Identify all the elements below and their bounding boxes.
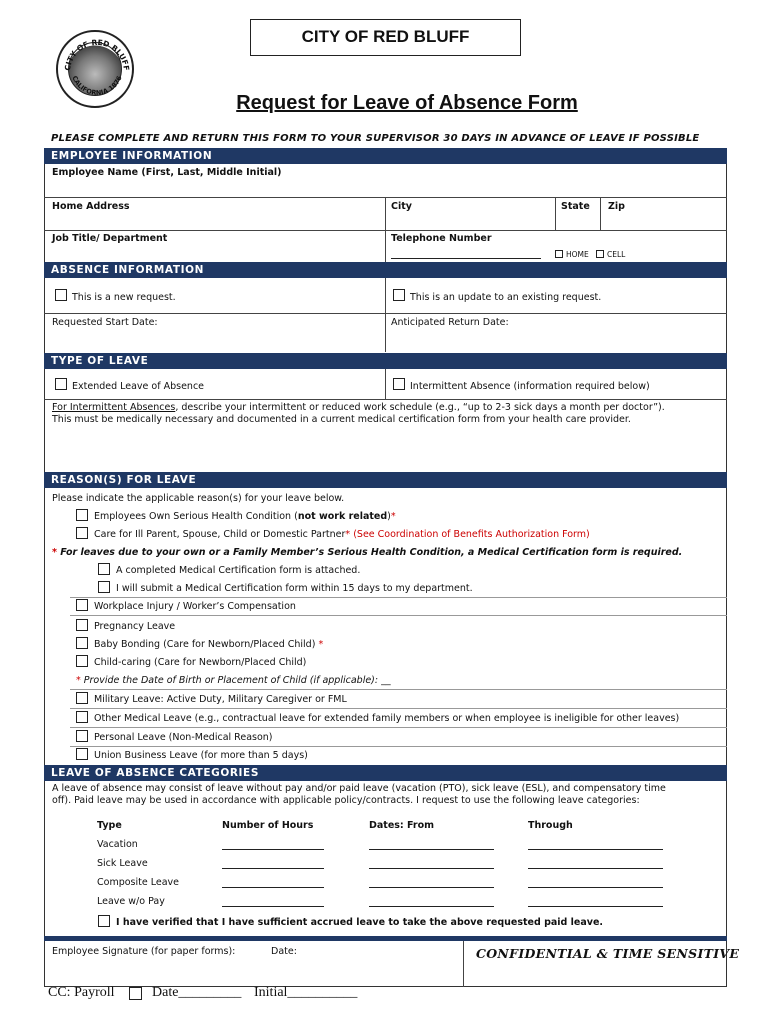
lwop-from-field[interactable] — [369, 906, 494, 907]
personal-leave-checkbox[interactable] — [76, 730, 88, 742]
composite-through-field[interactable] — [528, 887, 663, 888]
military-label: Military Leave: Active Duty, Military Caregiver or FML — [94, 694, 347, 705]
sick-from-field[interactable] — [369, 868, 494, 869]
divider — [44, 313, 727, 314]
svg-text:CITY OF RED BLUFF — [63, 38, 131, 71]
baby-bonding-text: Baby Bonding (Care for Newborn/Placed Child) — [94, 639, 316, 650]
verify-leave-checkbox[interactable] — [98, 915, 110, 927]
intermittent-note-line2: This must be medically necessary and documented in a current medical certification form from your health care provider. — [52, 414, 631, 425]
city-label: City — [391, 201, 412, 212]
divider — [70, 727, 727, 728]
home-phone-checkbox[interactable] — [555, 250, 563, 258]
categories-intro-1: A leave of absence may consist of leave without pay and/or paid leave (vacation (PTO), sick leave (ESL), and compensatory time — [52, 783, 666, 794]
divider — [44, 230, 727, 231]
telephone-label: Telephone Number — [391, 233, 492, 244]
composite-hours-field[interactable] — [222, 887, 324, 888]
divider — [385, 369, 386, 399]
divider — [555, 197, 556, 230]
care-ill-label — [94, 529, 590, 540]
divider — [385, 278, 386, 352]
categories-intro-2: off). Paid leave may be used in accordance with applicable policy/contracts. I request to use the following leave categories: — [52, 795, 640, 806]
own-health-bold: not work related — [297, 511, 388, 522]
reasons-intro: Please indicate the applicable reason(s) for your leave below. — [52, 493, 345, 504]
cert-attached-checkbox[interactable] — [98, 563, 110, 575]
other-medical-label: Other Medical Leave (e.g., contractual leave for extended family members or when employee is ineligible for other leaves) — [94, 713, 680, 724]
sick-through-field[interactable] — [528, 868, 663, 869]
home-phone-label: HOME — [566, 250, 589, 259]
divider — [600, 197, 601, 230]
required-star: * — [318, 639, 324, 650]
vacation-hours-field[interactable] — [222, 849, 324, 850]
divider — [70, 689, 727, 690]
intermittent-note-link: For Intermittent Absences — [52, 402, 176, 413]
required-star: * — [76, 675, 81, 686]
zip-label: Zip — [608, 201, 625, 212]
job-title-label: Job Title/ Department — [52, 233, 168, 244]
category-row-label: Composite Leave — [97, 877, 179, 888]
verify-leave-label: I have verified that I have sufficient accrued leave to take the above requested paid leave. — [116, 917, 604, 928]
intermittent-note-text: , describe your intermittent or reduced work schedule (e.g., “up to 2-3 sick days a month per doctor”). — [175, 402, 665, 413]
union-business-checkbox[interactable] — [76, 748, 88, 760]
instructions: PLEASE COMPLETE AND RETURN THIS FORM TO YOUR SUPERVISOR 30 DAYS IN ADVANCE OF LEAVE IF POSSIBLE — [51, 133, 700, 144]
pregnancy-checkbox[interactable] — [76, 619, 88, 631]
sick-hours-field[interactable] — [222, 868, 324, 869]
signature-label: Employee Signature (for paper forms): — [52, 946, 236, 957]
section-absence-info: ABSENCE INFORMATION — [44, 262, 727, 278]
own-health-close: ) — [387, 511, 391, 522]
divider — [44, 399, 727, 400]
confidential-notice: CONFIDENTIAL & TIME SENSITIVE — [476, 946, 740, 961]
lwop-through-field[interactable] — [528, 906, 663, 907]
cc-date-field[interactable]: Date_________ — [152, 985, 242, 1000]
cert-submit-label: I will submit a Medical Certification form within 15 days to my department. — [116, 583, 473, 594]
own-health-checkbox[interactable] — [76, 509, 88, 521]
care-ill-checkbox[interactable] — [76, 527, 88, 539]
footer-rule — [44, 936, 727, 941]
dob-note — [76, 675, 391, 686]
category-row-label: Vacation — [97, 839, 138, 850]
city-name-box: CITY OF RED BLUFF — [250, 19, 521, 56]
required-star: * — [390, 511, 396, 522]
category-row-label: Sick Leave — [97, 858, 148, 869]
required-star: * — [345, 529, 351, 540]
intermittent-label: Intermittent Absence (information required below) — [410, 381, 650, 392]
vacation-through-field[interactable] — [528, 849, 663, 850]
signature-date-label: Date: — [271, 946, 297, 957]
divider — [70, 708, 727, 709]
category-row-label: Leave w/o Pay — [97, 896, 165, 907]
dob-note-text: Provide the Date of Birth or Placement of Child (if applicable): __ — [83, 675, 391, 686]
cert-attached-label: A completed Medical Certification form is attached. — [116, 565, 361, 576]
cert-submit-checkbox[interactable] — [98, 581, 110, 593]
child-caring-checkbox[interactable] — [76, 655, 88, 667]
workplace-injury-label: Workplace Injury / Worker’s Compensation — [94, 601, 296, 612]
child-caring-label: Child-caring (Care for Newborn/Placed Child) — [94, 657, 307, 668]
cc-payroll-label: CC: Payroll — [48, 985, 115, 1000]
update-request-checkbox[interactable] — [393, 289, 405, 301]
other-medical-checkbox[interactable] — [76, 711, 88, 723]
form-title — [0, 92, 770, 115]
new-request-label: This is a new request. — [72, 292, 176, 303]
start-date-label: Requested Start Date: — [52, 317, 158, 328]
lwop-hours-field[interactable] — [222, 906, 324, 907]
section-leave-categories: LEAVE OF ABSENCE CATEGORIES — [44, 765, 727, 781]
cell-phone-checkbox[interactable] — [596, 250, 604, 258]
workplace-injury-checkbox[interactable] — [76, 599, 88, 611]
cc-payroll-checkbox[interactable] — [129, 987, 142, 1000]
telephone-field[interactable] — [391, 258, 541, 259]
section-reasons: REASON(S) FOR LEAVE — [44, 472, 727, 488]
coordination-note: (See Coordination of Benefits Authorization Form) — [353, 529, 590, 540]
vacation-from-field[interactable] — [369, 849, 494, 850]
cell-phone-label: CELL — [607, 250, 626, 259]
form-title-text: Request for Leave of Absence Form — [236, 92, 578, 114]
own-health-label — [94, 511, 396, 522]
extended-leave-label: Extended Leave of Absence — [72, 381, 205, 392]
col-from-header: Dates: From — [369, 820, 435, 831]
col-hours-header: Number of Hours — [222, 820, 314, 831]
seal-text-bottom: CALIFORNIA 1876 — [70, 74, 124, 97]
return-date-label: Anticipated Return Date: — [391, 317, 509, 328]
divider — [70, 615, 727, 616]
extended-leave-checkbox[interactable] — [55, 378, 67, 390]
divider — [463, 941, 464, 987]
pregnancy-label: Pregnancy Leave — [94, 621, 176, 632]
new-request-checkbox[interactable] — [55, 289, 67, 301]
military-checkbox[interactable] — [76, 692, 88, 704]
composite-from-field[interactable] — [369, 887, 494, 888]
personal-leave-label: Personal Leave (Non-Medical Reason) — [94, 732, 273, 743]
divider — [70, 597, 727, 598]
care-ill-text: Care for Ill Parent, Spouse, Child or Domestic Partner — [94, 529, 346, 540]
section-type-of-leave: TYPE OF LEAVE — [44, 353, 727, 369]
required-star: * — [52, 547, 57, 558]
intermittent-note — [52, 402, 665, 413]
certification-note — [52, 547, 682, 558]
col-type-header: Type — [97, 820, 122, 831]
col-through-header: Through — [528, 820, 573, 831]
employee-name-label: Employee Name (First, Last, Middle Initial) — [52, 167, 282, 178]
section-employee-info: EMPLOYEE INFORMATION — [44, 148, 727, 164]
baby-bonding-label — [94, 639, 323, 650]
own-health-text: Employees Own Serious Health Condition ( — [94, 511, 298, 522]
certification-note-text: For leaves due to your own or a Family Member’s Serious Health Condition, a Medical Certification form is required. — [60, 547, 683, 558]
home-address-label: Home Address — [52, 201, 130, 212]
divider — [70, 746, 727, 747]
update-request-label: This is an update to an existing request. — [410, 292, 602, 303]
seal-text-top: CITY OF RED BLUFF — [62, 37, 132, 72]
union-business-label: Union Business Leave (for more than 5 days) — [94, 750, 308, 761]
baby-bonding-checkbox[interactable] — [76, 637, 88, 649]
cc-initial-field[interactable]: Initial__________ — [254, 985, 358, 1000]
state-label: State — [561, 201, 590, 212]
intermittent-checkbox[interactable] — [393, 378, 405, 390]
